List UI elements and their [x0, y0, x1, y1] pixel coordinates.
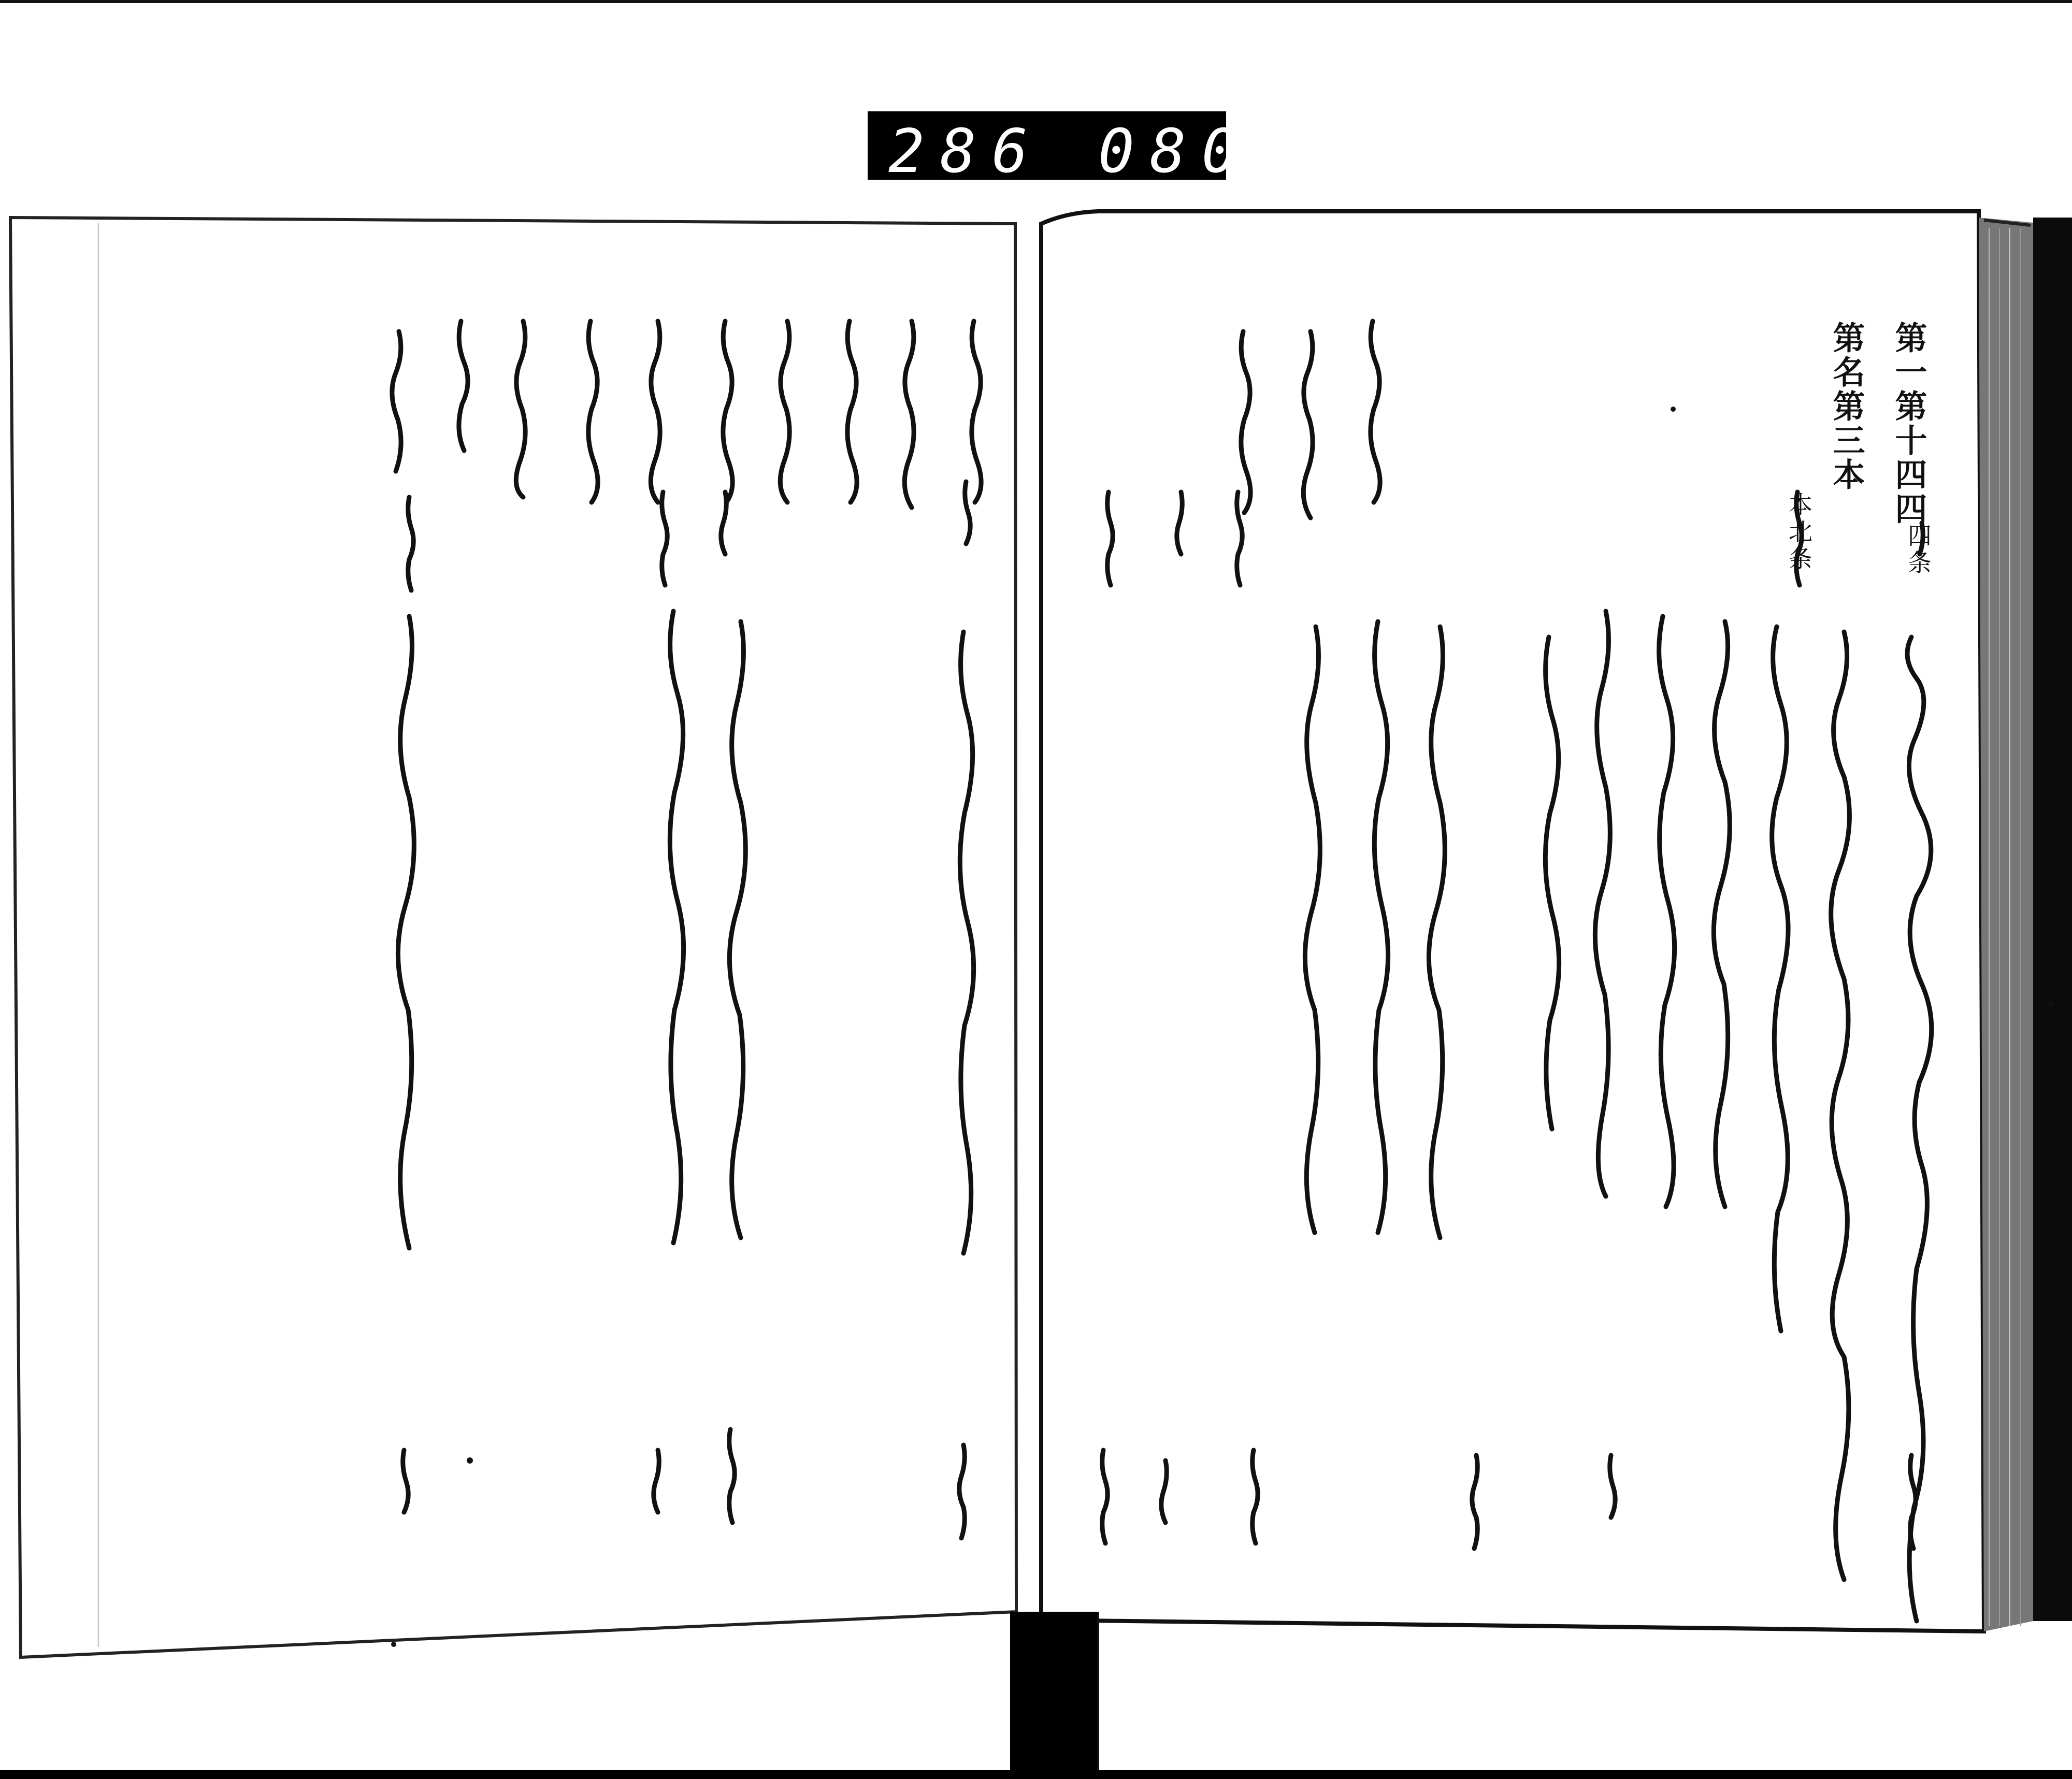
heading-note-2	[1782, 492, 1816, 573]
heading-note-1	[1901, 523, 1935, 577]
book-fore-edge	[1979, 218, 2072, 1631]
heading-column-2	[1823, 321, 1869, 492]
heading-note: 四条	[1904, 523, 1932, 577]
heading-title: 第一第十四四	[1890, 321, 1927, 526]
heading-column-1	[1886, 321, 1932, 526]
heading-note: 本北条	[1785, 492, 1813, 573]
left-page	[10, 218, 1016, 1657]
gutter-shadow	[1010, 1612, 1098, 1770]
bottom-scan-edge	[0, 1770, 2072, 1779]
frame-number: 080.	[1098, 117, 1305, 186]
microfilm-frame-counter	[868, 111, 1305, 186]
reel-number: 286	[888, 117, 1044, 186]
heading-title: 第名第三本	[1828, 321, 1865, 492]
